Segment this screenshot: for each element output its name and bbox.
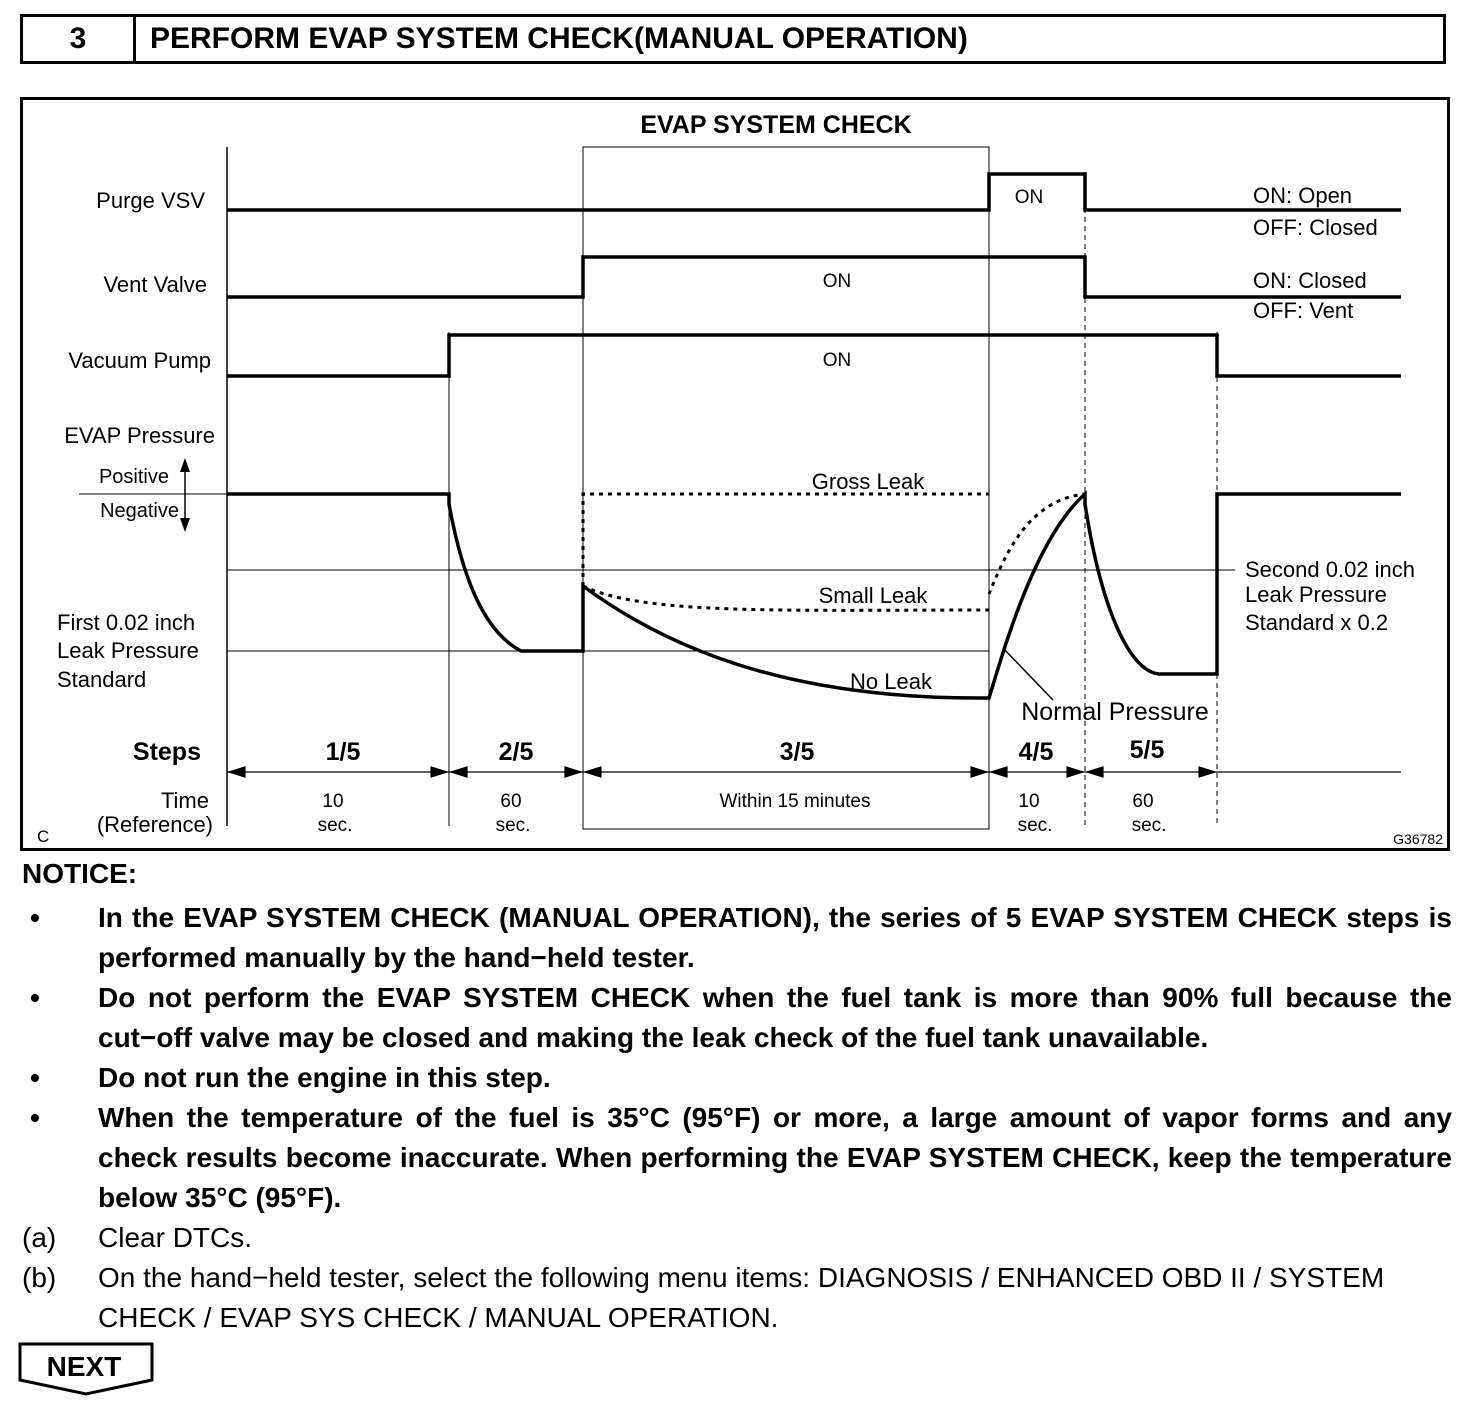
diagram-title: EVAP SYSTEM CHECK [640, 111, 912, 139]
next-button[interactable] [18, 1342, 158, 1398]
section-number: 3 [23, 17, 136, 61]
no-leak-pressure-trace [227, 494, 1401, 698]
bullet-icon: • [30, 1102, 40, 1133]
steps-label: Steps [132, 738, 201, 766]
step-dimension-line [227, 767, 1401, 777]
vacuum-pump-signal [227, 335, 1401, 376]
notice-item [22, 978, 1452, 1058]
second-leak-std-line2: Leak Pressure [1245, 582, 1387, 607]
time-label-line2: (Reference) [96, 812, 213, 837]
section-title: PERFORM EVAP SYSTEM CHECK(MANUAL OPERATION) [150, 22, 968, 55]
legend-vent-on: ON: Closed [1253, 268, 1367, 293]
procedure-step [22, 1218, 1452, 1258]
procedure-step-label: (b) [22, 1262, 57, 1293]
step-1-time-unit: sec. [317, 815, 353, 836]
step-5-time-unit: sec. [1131, 815, 1167, 836]
step-2-label: 2/5 [498, 738, 534, 766]
bullet-icon: • [30, 902, 40, 933]
step-5-label: 5/5 [1129, 736, 1165, 764]
legend-purge-on: ON: Open [1253, 183, 1353, 208]
procedure-step-text: On the hand−held tester, select the following menu items: DIAGNOSIS / ENHANCED OBD II / SYSTEM CHECK / EVAP SYS CHECK / MANUAL OPERATION. [98, 1262, 1385, 1333]
row-label-vent-valve: Vent Valve [103, 272, 207, 297]
row-label-vacuum-pump: Vacuum Pump [68, 348, 211, 373]
step-1-label: 1/5 [325, 738, 361, 766]
evap-timing-diagram [20, 97, 1450, 851]
row-label-evap-pressure: EVAP Pressure [64, 423, 215, 448]
notice-item-text: When the temperature of the fuel is 35°C (95°F) or more, a large amount of vapor forms and any check results become inaccurate. When performing the EVAP SYSTEM CHECK, keep the temperature below 35°C (95°F). [98, 1102, 1452, 1213]
gross-leak-trace [583, 494, 1085, 594]
normal-pressure-leader [1003, 648, 1053, 700]
label-gross-leak: Gross Leak [811, 469, 925, 494]
section-header [20, 14, 1446, 64]
step-3-time: Within 15 minutes [719, 791, 871, 812]
first-leak-std-line1: First 0.02 inch [57, 610, 196, 635]
procedure-step-text: Clear DTCs. [98, 1222, 253, 1253]
legend-vent-off: OFF: Vent [1253, 298, 1354, 323]
notice-item [22, 1058, 1452, 1098]
notice-item [22, 898, 1452, 978]
pressure-direction-arrow [180, 458, 190, 532]
step-4-time-unit: sec. [1017, 815, 1053, 836]
label-negative: Negative [100, 500, 179, 522]
step-4-time-value: 10 [1018, 791, 1040, 812]
label-normal-pressure: Normal Pressure [1021, 698, 1209, 726]
timing-chart-svg [23, 100, 1447, 848]
second-leak-std-line3: Standard x 0.2 [1245, 610, 1389, 635]
row-label-purge-vsv: Purge VSV [96, 188, 205, 213]
next-button-label: NEXT [46, 1351, 122, 1382]
label-positive: Positive [98, 466, 169, 488]
step-4-label: 4/5 [1018, 738, 1054, 766]
step-1-time-value: 10 [322, 791, 344, 812]
step-2-time-unit: sec. [495, 815, 531, 836]
notice-item-text: Do not run the engine in this step. [98, 1062, 551, 1093]
label-no-leak: No Leak [850, 669, 932, 694]
first-leak-std-line3: Standard [57, 667, 147, 692]
notice-list [22, 898, 1452, 1338]
label-small-leak: Small Leak [818, 583, 928, 608]
step3-region-box [583, 147, 989, 829]
small-leak-trace [583, 586, 989, 610]
step-3-label: 3/5 [779, 738, 815, 766]
second-leak-std-line1: Second 0.02 inch [1245, 557, 1416, 582]
procedure-step-label: (a) [22, 1222, 57, 1253]
pump-on-label: ON [822, 350, 852, 371]
notice-item-text: In the EVAP SYSTEM CHECK (MANUAL OPERATION), the series of 5 EVAP SYSTEM CHECK steps is performed manually by the hand−held tester. [98, 902, 1452, 973]
legend-purge-off: OFF: Closed [1253, 215, 1378, 240]
step-5-time-value: 60 [1132, 791, 1154, 812]
first-leak-std-line2: Leak Pressure [57, 638, 199, 663]
notice-item-text: Do not perform the EVAP SYSTEM CHECK when the fuel tank is more than 90% full because the cut−off valve may be closed and making the leak check of the fuel tank unavailable. [98, 982, 1452, 1053]
time-label-line1: Time [160, 788, 209, 813]
purge-on-label: ON [1014, 187, 1044, 208]
notice-heading: NOTICE: [22, 858, 138, 889]
figure-code: G36782 [1393, 831, 1443, 847]
vent-valve-signal [227, 257, 1401, 297]
purge-vsv-signal [227, 174, 1401, 210]
bullet-icon: • [30, 1062, 40, 1093]
vent-on-label: ON [822, 271, 852, 292]
procedure-step [22, 1258, 1452, 1338]
notice-item [22, 1098, 1452, 1218]
figure-corner-label: C [37, 827, 50, 846]
step-2-time-value: 60 [500, 791, 522, 812]
bullet-icon: • [30, 982, 40, 1013]
